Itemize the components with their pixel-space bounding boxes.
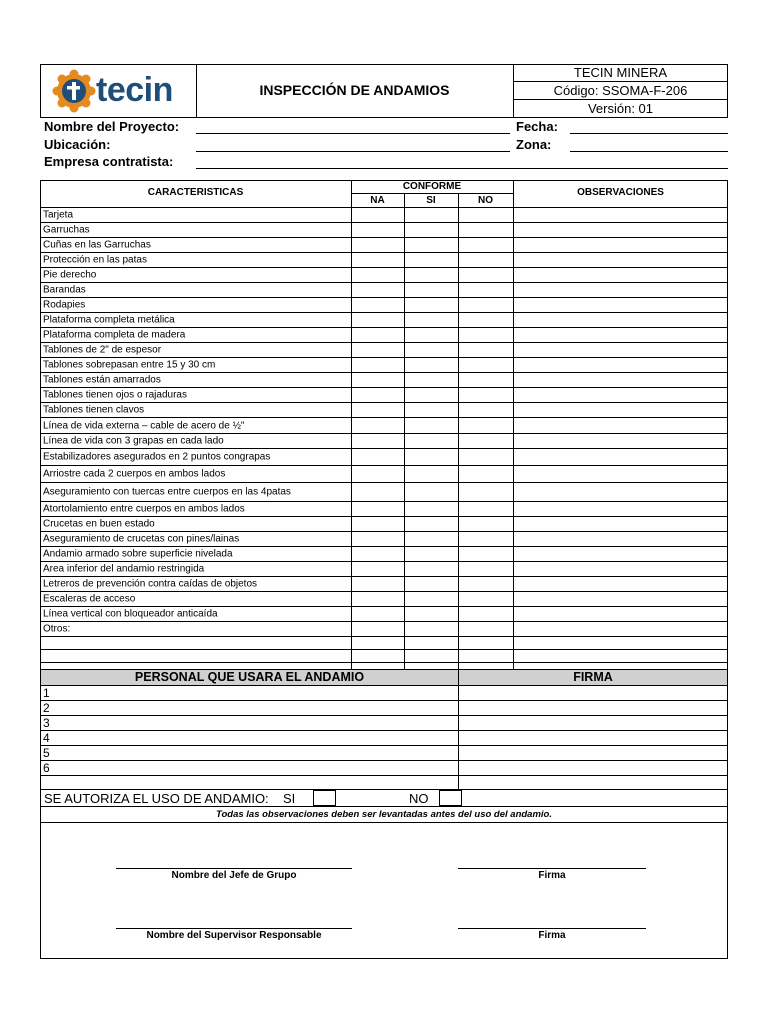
si-cell[interactable]	[404, 562, 458, 576]
conforme-header: CONFORME	[402, 181, 462, 192]
item-label: Tablones tienen clavos	[43, 404, 145, 416]
observation-cell[interactable]	[513, 502, 728, 516]
observation-cell[interactable]	[513, 637, 728, 649]
item-label: Area inferior del andamio restringida	[43, 563, 205, 575]
observation-cell[interactable]	[513, 449, 728, 465]
si-cell[interactable]	[404, 343, 458, 357]
group-leader-firma-label: Firma	[538, 870, 566, 881]
authorization-yes-checkbox[interactable]	[313, 790, 336, 806]
observation-cell[interactable]	[513, 592, 728, 606]
na-cell[interactable]	[351, 562, 404, 576]
no-cell[interactable]	[458, 223, 513, 237]
personnel-number: 6	[43, 761, 50, 775]
no-cell[interactable]	[458, 592, 513, 606]
zone-input-line[interactable]	[570, 151, 728, 152]
item-label: Barandas	[43, 284, 86, 296]
supervisor-firma-label: Firma	[538, 930, 566, 941]
no-cell[interactable]	[458, 313, 513, 327]
table-row	[40, 298, 728, 313]
logo-text: tecin	[96, 71, 173, 109]
item-label: Línea de vida con 3 grapas en cada lado	[43, 435, 224, 447]
document-code: Código: SSOMA-F-206	[553, 83, 688, 98]
si-cell[interactable]	[404, 483, 458, 501]
observation-cell[interactable]	[513, 313, 728, 327]
no-header: NO	[478, 195, 493, 206]
authorization-label: SE AUTORIZA EL USO DE ANDAMIO:	[44, 791, 269, 806]
no-cell[interactable]	[458, 577, 513, 591]
company-logo	[50, 68, 190, 114]
no-cell[interactable]	[458, 449, 513, 465]
table-row	[40, 466, 728, 483]
project-label: Nombre del Proyecto:	[44, 119, 180, 134]
personnel-row[interactable]	[40, 761, 728, 776]
si-cell[interactable]	[404, 328, 458, 342]
group-leader-signature-line[interactable]	[116, 868, 352, 869]
table-row	[40, 577, 728, 592]
na-cell[interactable]	[351, 208, 404, 222]
item-label: Rodapies	[43, 299, 86, 311]
item-label: Línea de vida externa – cable de acero de ½"	[43, 420, 245, 431]
table-row	[40, 532, 728, 547]
no-cell[interactable]	[458, 343, 513, 357]
authorization-note: Todas las observaciones deben ser levantadas antes del uso del andamio.	[216, 809, 552, 820]
si-cell[interactable]	[404, 434, 458, 448]
observation-cell[interactable]	[513, 434, 728, 448]
personnel-row[interactable]	[40, 701, 728, 716]
si-cell[interactable]	[404, 532, 458, 546]
item-label: Garruchas	[43, 224, 90, 236]
project-input-line[interactable]	[196, 133, 510, 134]
table-row	[40, 238, 728, 253]
si-cell[interactable]	[404, 223, 458, 237]
no-cell[interactable]	[458, 483, 513, 501]
na-cell[interactable]	[351, 637, 404, 649]
na-cell[interactable]	[351, 449, 404, 465]
na-cell[interactable]	[351, 343, 404, 357]
table-row	[40, 637, 728, 650]
no-cell[interactable]	[458, 328, 513, 342]
na-cell[interactable]	[351, 434, 404, 448]
item-label: Estabilizadores asegurados en 2 puntos congrapas	[43, 451, 271, 463]
personnel-row[interactable]	[40, 686, 728, 701]
item-label: Cuñas en las Garruchas	[43, 239, 151, 251]
si-cell[interactable]	[404, 283, 458, 297]
supervisor-signature-line[interactable]	[116, 928, 352, 929]
item-label: Crucetas en buen estado	[43, 518, 155, 530]
si-cell[interactable]	[404, 418, 458, 433]
no-cell[interactable]	[458, 283, 513, 297]
table-row	[40, 449, 728, 466]
na-cell[interactable]	[351, 358, 404, 372]
table-row	[40, 622, 728, 637]
no-cell[interactable]	[458, 298, 513, 312]
no-cell[interactable]	[458, 466, 513, 482]
no-cell[interactable]	[458, 373, 513, 387]
si-cell[interactable]	[404, 622, 458, 636]
contractor-label: Empresa contratista:	[44, 154, 174, 169]
na-cell[interactable]	[351, 373, 404, 387]
na-cell[interactable]	[351, 268, 404, 282]
observation-cell[interactable]	[513, 268, 728, 282]
personnel-number: 4	[43, 731, 50, 745]
no-cell[interactable]	[458, 268, 513, 282]
table-row	[40, 313, 728, 328]
observation-cell[interactable]	[513, 328, 728, 342]
date-input-line[interactable]	[570, 133, 728, 134]
personnel-row[interactable]	[40, 746, 728, 761]
na-cell[interactable]	[351, 283, 404, 297]
si-cell[interactable]	[404, 358, 458, 372]
na-cell[interactable]	[351, 577, 404, 591]
personnel-row[interactable]	[40, 776, 728, 790]
document-version: Versión: 01	[587, 101, 654, 116]
personnel-row[interactable]	[40, 716, 728, 731]
item-label: Atortolamiento entre cuerpos en ambos lados	[43, 503, 245, 515]
na-cell[interactable]	[351, 223, 404, 237]
si-cell[interactable]	[404, 253, 458, 267]
observation-cell[interactable]	[513, 208, 728, 222]
si-cell[interactable]	[404, 403, 458, 417]
item-label: Escaleras de acceso	[43, 593, 136, 605]
supervisor-firma-line[interactable]	[458, 928, 646, 929]
si-cell[interactable]	[404, 268, 458, 282]
table-row	[40, 328, 728, 343]
company-name: TECIN MINERA	[573, 65, 668, 80]
observation-cell[interactable]	[513, 607, 728, 621]
na-header: NA	[370, 195, 385, 206]
no-cell[interactable]	[458, 532, 513, 546]
table-row	[40, 418, 728, 434]
item-label: Tablones sobrepasan entre 15 y 30 cm	[43, 359, 216, 371]
table-row	[40, 607, 728, 622]
na-cell[interactable]	[351, 592, 404, 606]
table-row	[40, 517, 728, 532]
date-label: Fecha:	[516, 119, 558, 134]
si-cell[interactable]	[404, 592, 458, 606]
na-cell[interactable]	[351, 650, 404, 662]
item-label: Línea vertical con bloqueador anticaída	[43, 608, 218, 620]
table-row	[40, 208, 728, 223]
si-cell[interactable]	[404, 650, 458, 662]
observation-cell[interactable]	[513, 466, 728, 482]
item-label: Pie derecho	[43, 269, 97, 281]
table-row	[40, 592, 728, 607]
characteristics-header: CARACTERISTICAS	[147, 187, 244, 198]
signature-header: FIRMA	[459, 670, 727, 685]
observation-cell[interactable]	[513, 388, 728, 402]
table-row	[40, 434, 728, 449]
table-row	[40, 253, 728, 268]
si-cell[interactable]	[404, 388, 458, 402]
na-cell[interactable]	[351, 298, 404, 312]
observation-cell[interactable]	[513, 532, 728, 546]
si-cell[interactable]	[404, 208, 458, 222]
zone-label: Zona:	[516, 137, 552, 152]
item-label: Tablones de 2" de espesor	[43, 344, 162, 356]
na-cell[interactable]	[351, 517, 404, 531]
si-cell[interactable]	[404, 577, 458, 591]
no-cell[interactable]	[458, 607, 513, 621]
no-cell[interactable]	[458, 403, 513, 417]
location-label: Ubicación:	[44, 137, 111, 152]
observation-cell[interactable]	[513, 373, 728, 387]
na-cell[interactable]	[351, 547, 404, 561]
no-cell[interactable]	[458, 238, 513, 252]
no-cell[interactable]	[458, 418, 513, 433]
no-cell[interactable]	[458, 502, 513, 516]
na-cell[interactable]	[351, 328, 404, 342]
item-label: Plataforma completa metálica	[43, 314, 175, 326]
si-cell[interactable]	[404, 313, 458, 327]
conforme-subheader-line	[351, 193, 513, 194]
personnel-header: PERSONAL QUE USARA EL ANDAMIO	[41, 670, 458, 685]
observation-cell[interactable]	[513, 298, 728, 312]
observation-cell[interactable]	[513, 223, 728, 237]
na-cell[interactable]	[351, 502, 404, 516]
table-row	[40, 223, 728, 238]
si-cell[interactable]	[404, 637, 458, 649]
observation-cell[interactable]	[513, 283, 728, 297]
item-label: Plataforma completa de madera	[43, 329, 186, 341]
authorization-note-line-top	[40, 806, 728, 807]
observation-cell[interactable]	[513, 403, 728, 417]
no-cell[interactable]	[458, 388, 513, 402]
no-cell[interactable]	[458, 622, 513, 636]
na-cell[interactable]	[351, 313, 404, 327]
na-cell[interactable]	[351, 622, 404, 636]
table-row	[40, 388, 728, 403]
table-row	[40, 343, 728, 358]
observation-cell[interactable]	[513, 343, 728, 357]
supervisor-label: Nombre del Supervisor Responsable	[146, 930, 322, 941]
observation-cell[interactable]	[513, 547, 728, 561]
observation-cell[interactable]	[513, 577, 728, 591]
na-cell[interactable]	[351, 253, 404, 267]
observation-cell[interactable]	[513, 562, 728, 576]
item-label: Protección en las patas	[43, 254, 147, 266]
personnel-number: 5	[43, 746, 50, 760]
table-row	[40, 268, 728, 283]
si-cell[interactable]	[404, 238, 458, 252]
table-row	[40, 483, 728, 502]
observation-cell[interactable]	[513, 622, 728, 636]
no-cell[interactable]	[458, 650, 513, 662]
table-row	[40, 283, 728, 298]
location-input-line[interactable]	[196, 151, 510, 152]
table-row	[40, 547, 728, 562]
si-cell[interactable]	[404, 547, 458, 561]
authorization-no-label: NO	[409, 791, 429, 806]
no-cell[interactable]	[458, 358, 513, 372]
item-label: Tablones están amarrados	[43, 374, 161, 386]
observation-cell[interactable]	[513, 483, 728, 501]
item-label: Arriostre cada 2 cuerpos en ambos lados	[43, 468, 226, 480]
no-cell[interactable]	[458, 208, 513, 222]
si-cell[interactable]	[404, 607, 458, 621]
personnel-number: 1	[43, 686, 50, 700]
no-cell[interactable]	[458, 637, 513, 649]
si-cell[interactable]	[404, 449, 458, 465]
observation-cell[interactable]	[513, 418, 728, 433]
no-cell[interactable]	[458, 253, 513, 267]
na-cell[interactable]	[351, 403, 404, 417]
table-row	[40, 403, 728, 418]
si-cell[interactable]	[404, 502, 458, 516]
table-row	[40, 650, 728, 663]
group-leader-firma-line[interactable]	[458, 868, 646, 869]
observation-cell[interactable]	[513, 358, 728, 372]
tecin-logo-icon	[50, 68, 98, 114]
si-cell[interactable]	[404, 517, 458, 531]
observation-cell[interactable]	[513, 517, 728, 531]
table-row	[40, 562, 728, 577]
authorization-yes-label: SI	[283, 791, 296, 806]
table-row	[40, 502, 728, 517]
si-cell[interactable]	[404, 373, 458, 387]
authorization-note-line-bottom	[40, 822, 728, 823]
no-cell[interactable]	[458, 434, 513, 448]
si-cell[interactable]	[404, 298, 458, 312]
form-title: INSPECCIÓN DE ANDAMIOS	[259, 82, 450, 98]
observations-header: OBSERVACIONES	[577, 187, 664, 198]
observation-cell[interactable]	[513, 253, 728, 267]
na-cell[interactable]	[351, 466, 404, 482]
na-cell[interactable]	[351, 483, 404, 501]
table-row	[40, 358, 728, 373]
item-label: Andamio armado sobre superficie nivelada	[43, 548, 233, 560]
item-label: Tarjeta	[43, 209, 74, 221]
si-cell[interactable]	[404, 466, 458, 482]
table-row	[40, 373, 728, 388]
personnel-number: 2	[43, 701, 50, 715]
item-label: Otros:	[43, 623, 71, 635]
si-header: SI	[426, 195, 436, 206]
personnel-row[interactable]	[40, 731, 728, 746]
na-cell[interactable]	[351, 418, 404, 433]
na-cell[interactable]	[351, 238, 404, 252]
observation-cell[interactable]	[513, 650, 728, 662]
na-cell[interactable]	[351, 607, 404, 621]
na-cell[interactable]	[351, 532, 404, 546]
authorization-no-checkbox[interactable]	[439, 790, 462, 806]
no-cell[interactable]	[458, 562, 513, 576]
item-label: Aseguramiento con tuercas entre cuerpos en las 4patas	[43, 486, 291, 498]
no-cell[interactable]	[458, 547, 513, 561]
item-label: Aseguramiento de crucetas con pines/lainas	[43, 533, 240, 545]
observation-cell[interactable]	[513, 238, 728, 252]
no-cell[interactable]	[458, 517, 513, 531]
group-leader-label: Nombre del Jefe de Grupo	[171, 870, 297, 881]
item-label: Tablones tienen ojos o rajaduras	[43, 389, 187, 401]
item-label: Letreros de prevención contra caídas de objetos	[43, 578, 258, 590]
contractor-input-line[interactable]	[196, 168, 728, 169]
na-cell[interactable]	[351, 388, 404, 402]
personnel-number: 3	[43, 716, 50, 730]
